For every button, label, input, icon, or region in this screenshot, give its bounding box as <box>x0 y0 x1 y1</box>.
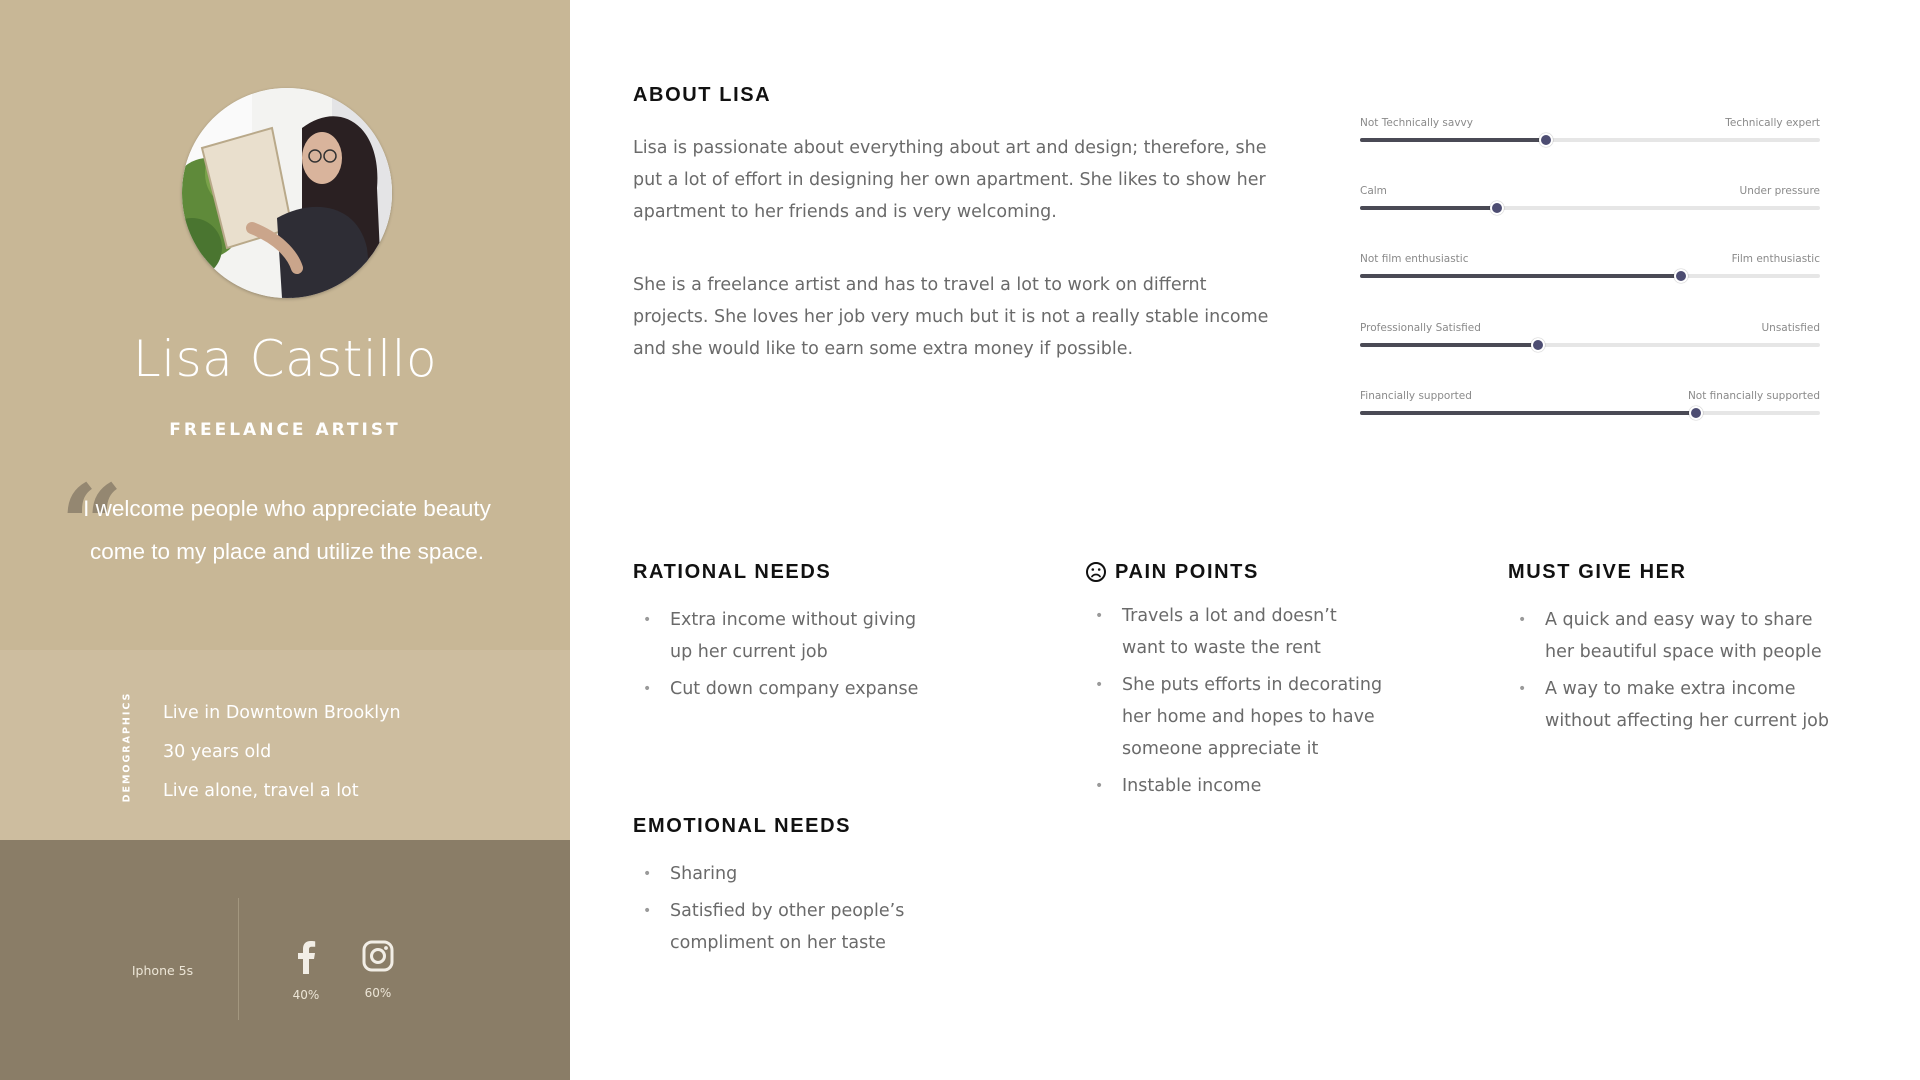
scale-knob <box>1689 406 1703 420</box>
scale-track <box>1360 411 1820 415</box>
sad-face-icon <box>1085 561 1107 583</box>
scale-left-label: Not film enthusiastic <box>1360 253 1469 265</box>
scale-calm <box>1360 185 1820 225</box>
pain-points-list <box>1085 600 1385 807</box>
list-item: • A way to make extra income without affecting her current job <box>1508 673 1838 737</box>
instagram-stat <box>348 940 408 1000</box>
scale-fill <box>1360 343 1538 347</box>
scale-knob <box>1490 201 1504 215</box>
scale-right-label: Film enthusiastic <box>1731 253 1820 265</box>
persona-sidebar <box>0 0 570 1080</box>
facebook-icon <box>296 940 316 974</box>
list-item: • She puts efforts in decorating her home and hopes to have someone appreciate it <box>1085 669 1385 765</box>
demographics-item: Live alone, travel a lot <box>163 781 359 801</box>
list-item: • Sharing <box>633 858 923 890</box>
persona-role: FREELANCE ARTIST <box>169 420 401 440</box>
scale-left-label: Financially supported <box>1360 390 1472 402</box>
scale-track <box>1360 274 1820 278</box>
avatar <box>182 88 392 298</box>
scale-track <box>1360 138 1820 142</box>
about-paragraph-1: Lisa is passionate about everything about art and design; therefore, she put a lot of effort in designing her own apartment. She likes to show her apartment to her friends and is very welcoming. <box>633 138 1267 222</box>
devices-divider <box>238 898 239 1020</box>
must-give-list <box>1508 604 1838 742</box>
about-paragraph-2: She is a freelance artist and has to travel a lot to work on differnt projects. She loves her job very much but it is not a really stable income and she would like to earn some extra money if possible. <box>633 275 1269 359</box>
scale-knob <box>1539 133 1553 147</box>
demographics-label: DEMOGRAPHICS <box>121 691 133 803</box>
scale-left-label: Professionally Satisfied <box>1360 322 1481 334</box>
scale-film <box>1360 253 1820 293</box>
scale-professional <box>1360 322 1820 362</box>
emotional-needs-list <box>633 858 923 964</box>
list-item: • Satisfied by other people’s compliment on her taste <box>633 895 923 959</box>
facebook-percent: 40% <box>292 988 320 1002</box>
rational-needs-list <box>633 604 923 710</box>
scale-fill <box>1360 206 1497 210</box>
list-item: • Extra income without giving up her current job <box>633 604 923 668</box>
facebook-stat <box>276 940 336 1002</box>
scale-fill <box>1360 274 1681 278</box>
scale-tech-savvy <box>1360 117 1820 157</box>
persona-quote: I welcome people who appreciate beauty come to my place and utilize the space. <box>83 496 491 564</box>
scale-track <box>1360 343 1820 347</box>
list-item: • Cut down company expanse <box>633 673 923 705</box>
demographics-item: 30 years old <box>163 742 272 762</box>
scale-left-label: Not Technically savvy <box>1360 117 1473 129</box>
scale-track <box>1360 206 1820 210</box>
scale-right-label: Unsatisfied <box>1761 322 1820 334</box>
list-item: • A quick and easy way to share her beautiful space with people <box>1508 604 1838 668</box>
scale-right-label: Not financially supported <box>1687 390 1820 402</box>
instagram-percent: 60% <box>364 986 392 1000</box>
persona-name: Lisa Castillo <box>132 330 438 388</box>
scale-fill <box>1360 411 1696 415</box>
persona-photo <box>182 88 392 298</box>
rational-needs-heading: RATIONAL NEEDS <box>633 561 832 583</box>
about-heading: ABOUT LISA <box>633 84 772 106</box>
list-item: • Travels a lot and doesn’t want to waste the rent <box>1085 600 1385 664</box>
list-item: • Instable income <box>1085 770 1385 802</box>
demographics-item: Live in Downtown Brooklyn <box>163 703 401 723</box>
scale-fill <box>1360 138 1546 142</box>
scale-right-label: Technically expert <box>1725 117 1820 129</box>
scale-left-label: Calm <box>1360 185 1387 197</box>
quote-mark-icon: “ <box>60 460 124 589</box>
scale-knob <box>1674 269 1688 283</box>
emotional-needs-heading: EMOTIONAL NEEDS <box>633 815 852 837</box>
instagram-icon <box>362 940 394 972</box>
device-name: Iphone 5s <box>131 963 194 978</box>
demographics-list <box>163 694 401 811</box>
scale-financial <box>1360 390 1820 430</box>
scale-knob <box>1531 338 1545 352</box>
pain-points-heading: PAIN POINTS <box>1115 561 1259 583</box>
must-give-heading: MUST GIVE HER <box>1508 561 1687 583</box>
scale-right-label: Under pressure <box>1739 185 1820 197</box>
